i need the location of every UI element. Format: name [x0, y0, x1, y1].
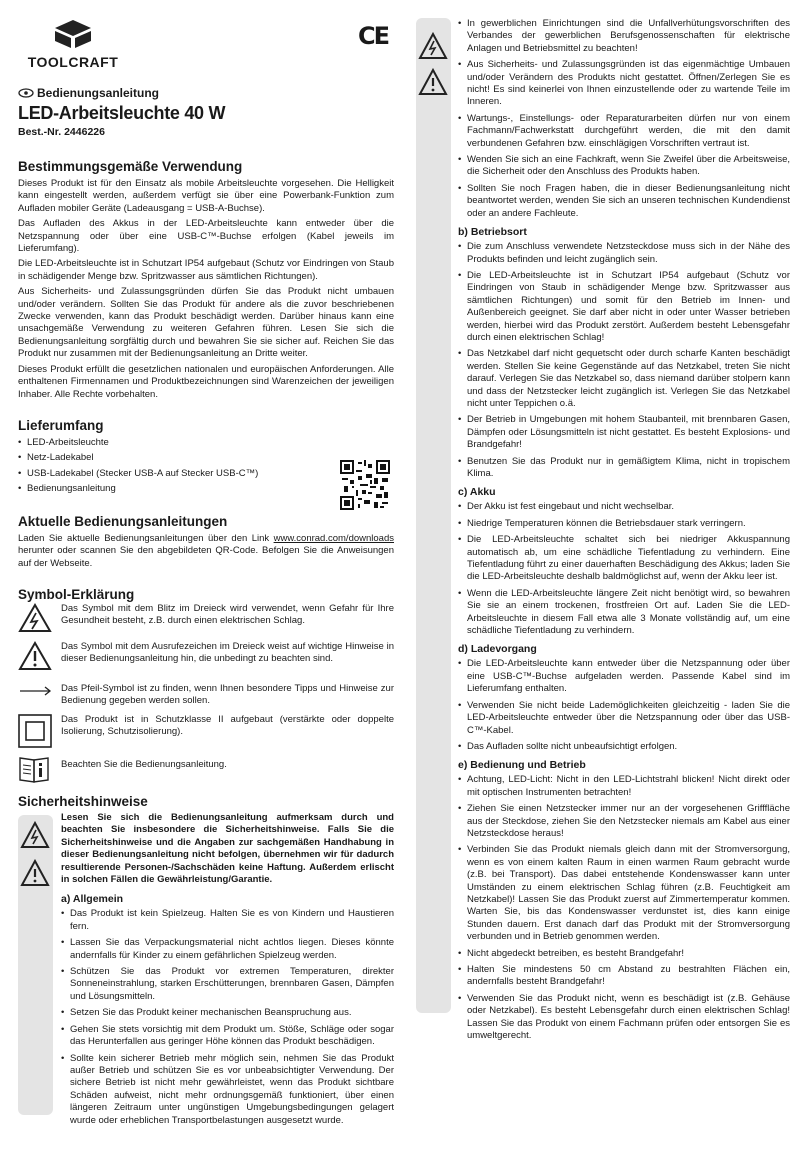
- doc-type-label: Bedienungsanleitung: [37, 86, 160, 100]
- list-item: • Wenden Sie sich an eine Fachkraft, wenn Sie Zweifel über die Arbeitsweise, die Sicherheit oder den Anschluss des Produkts haben.: [458, 154, 790, 179]
- list-item: • Verwenden Sie nicht beide Lademöglichkeiten gleichzeitig - laden Sie die LED-Arbeitsleuchte entweder über die Netzspannung oder über das USB-C™-Kabel.: [458, 700, 790, 737]
- eye-icon: [18, 88, 34, 98]
- intended-use-section: [18, 159, 394, 401]
- list-item: • Das Produkt ist kein Spielzeug. Halten Sie es von Kindern und Haustieren fern.: [61, 908, 394, 933]
- list-item: • Aus Sicherheits- und Zulassungsgründen ist das eigenmächtige Umbauen und/oder Verändern des Produkts nicht gestattet. Öffnen/Zerlegen Sie es nicht! Es sind keinerlei von Ihnen einzustellende oder zu wartende Teile im Inneren.: [458, 59, 790, 109]
- list-item: • Sollte kein sicherer Betrieb mehr möglich sein, nehmen Sie das Produkt außer Betrieb und schützen Sie es vor unbeabsichtigter Verwendung. Der sichere Betrieb ist nicht mehr gewährleistet, wenn das Produkt sichtbare Schäden aufweist, nicht mehr ordnungsgemäß funktioniert, über einen längeren Zeitraum unter ungünstigen Umgebungsbedingungen gelagert wurde oder erheblichen Transportbelastungen ausgesetzt wurde.: [61, 1053, 394, 1127]
- qr-code[interactable]: [340, 460, 390, 510]
- downloads-link[interactable]: www.conrad.com/downloads: [273, 533, 394, 544]
- list-item: • Die zum Anschluss verwendete Netzsteckdose muss sich in der Nähe des Produkts befinden und leicht zugänglich sein.: [458, 241, 790, 266]
- arrow-icon: [18, 683, 52, 713]
- list-item: • Der Akku ist fest eingebaut und nicht wechselbar.: [458, 501, 790, 513]
- toolcraft-logo: [18, 18, 128, 72]
- symbol-row: [18, 641, 394, 675]
- list-item: • Die LED-Arbeitsleuchte schaltet sich bei niedriger Akkuspannung automatisch ab, um eine schädliche Tiefentladung zu verhindern. Eine Tiefentladung führt zu einer dauerhaften Beschädigung des Akkus; laden Sie die LED-Arbeitsleuchte deshalb baldmöglichst auf, wenn der Akku leer ist.: [458, 534, 790, 584]
- section-d-list: [458, 658, 790, 753]
- intended-use-heading: Bestimmungsgemäße Verwendung: [18, 159, 243, 174]
- list-item: • Netz-Ladekabel: [18, 452, 394, 464]
- safety-intro: Lesen Sie sich die Bedienungsanleitung aufmerksam durch und beachten Sie insbesondere die Sicherheitshinweise. Falls Sie die Sicherheitshinweise und die Angaben zur sachgemäßen Handhabung in dieser Bedienungsanleitung nicht befolgen, übernehmen wir für dadurch resultierende Personen-/Sachschäden keine Haftung. Außerdem erlischt in solchen Fällen die Gewährleistung/Garantie.: [61, 812, 394, 886]
- list-item: • Ziehen Sie einen Netzstecker immer nur an der vorgesehenen Grifffläche aus der Steckdose, ziehen Sie den Netzstecker niemals am Kabel aus einer Netzsteckdose heraus!: [458, 803, 790, 840]
- current-manuals-section: [18, 514, 394, 570]
- exclamation-triangle-icon: [18, 641, 52, 671]
- section-d-heading: d) Ladevorgang: [458, 643, 537, 656]
- list-item: • Halten Sie mindestens 50 cm Abstand zu bestrahlten Flächen ein, andernfalls besteht Brandgefahr!: [458, 964, 790, 989]
- list-item: • Gehen Sie stets vorsichtig mit dem Produkt um. Stöße, Schläge oder sogar das Herunterfallen aus geringer Höhe können das Produkt beschädigen.: [61, 1024, 394, 1049]
- current-manuals-heading: Aktuelle Bedienungsanleitungen: [18, 514, 228, 529]
- current-manuals-text-before: Laden Sie aktuelle Bedienungsanleitungen über den Link: [18, 533, 274, 544]
- list-item: • Nicht abgedeckt betreiben, es besteht Brandgefahr!: [458, 948, 790, 960]
- list-item: • USB-Ladekabel (Stecker USB-A auf Stecker USB-C™): [18, 468, 394, 480]
- safety-sidebar-left: [18, 815, 53, 1115]
- intended-use-paragraph: Das Aufladen des Akkus in der LED-Arbeitsleuchte kann entweder über die Netzspannung oder über eine USB-C™-Buchse erfolgen (Kabel jeweils im Lieferumfang).: [18, 218, 394, 255]
- safety-heading: Sicherheitshinweise: [18, 794, 148, 809]
- current-manuals-text: [18, 533, 394, 570]
- exclamation-triangle-icon: [20, 859, 50, 887]
- safety-content-left: [61, 812, 394, 1127]
- section-a-list-continued: [458, 18, 790, 220]
- symbol-text: Das Pfeil-Symbol ist zu finden, wenn Ihnen besondere Tipps und Hinweise zur Bedienung gegeben werden sollen.: [61, 683, 394, 707]
- read-manual-icon: [18, 754, 52, 784]
- list-item: • Der Betrieb in Umgebungen mit hohem Staubanteil, mit brennbaren Gasen, Dämpfen oder Lösungsmitteln ist nicht gestattet. Es besteht Explosions- und Brandgefahr!: [458, 414, 790, 451]
- symbol-text: Das Produkt ist in Schutzklasse II aufgebaut (verstärkte oder doppelte Isolierung, Schutzisolierung).: [61, 714, 394, 738]
- list-item: • Wenn die LED-Arbeitsleuchte längere Zeit nicht benötigt wird, so bewahren Sie sie an einem trockenen, frostfreien Ort auf. Laden Sie die LED-Arbeitsleuchte in diesem Fall etwa alle 3 Monate vollständig auf, um eine schädliche Tiefentladung zu verhindern.: [458, 588, 790, 638]
- lightning-triangle-icon: [20, 821, 50, 849]
- section-a-list: [61, 908, 394, 1127]
- list-item: • Sollten Sie noch Fragen haben, die in dieser Bedienungsanleitung nicht beantwortet werden, wenden Sie sich an unseren technischen Kundendienst oder an andere Fachleute.: [458, 183, 790, 220]
- list-item: • Das Netzkabel darf nicht gequetscht oder durch scharfe Kanten beschädigt werden. Stellen Sie keine Gegenstände auf das Netzkabel, treten Sie nicht darauf. Verlegen Sie das Netzkabel so, dass niemand darüber stolpern kann und dass der Netzstecker leicht zugänglich ist. Verlegen Sie das Netzkabel nicht unter Teppichen o.ä.: [458, 348, 790, 410]
- section-c-list: [458, 501, 790, 637]
- section-a-heading: a) Allgemein: [61, 893, 124, 906]
- section-b-list: [458, 241, 790, 480]
- scope-list: [18, 437, 394, 496]
- section-e-list: [458, 774, 790, 1042]
- list-item: • Verwenden Sie das Produkt nicht, wenn es beschädigt ist (z.B. Gehäuse oder Netzkabel). Es besteht Lebensgefahr durch einen elektrischen Schlag! Lassen Sie das Produkt von einem Fachmann prüfen oder entsorgen Sie es umweltgerecht.: [458, 993, 790, 1043]
- list-item: • Lassen Sie das Verpackungsmaterial nicht achtlos liegen. Dieses könnte andernfalls für Kinder zu einem gefährlichen Spielzeug werden.: [61, 937, 394, 962]
- safety-content-right: [458, 18, 790, 1042]
- section-c-heading: c) Akku: [458, 486, 496, 499]
- toolcraft-logo-icon: [51, 18, 95, 50]
- brand-name: TOOLCRAFT: [27, 54, 119, 70]
- doc-type: [18, 86, 394, 100]
- page-title: LED-Arbeitsleuchte 40 W: [18, 103, 226, 123]
- intended-use-paragraph: Die LED-Arbeitsleuchte ist in Schutzart IP54 aufgebaut (Schutz vor Eindringen von Staub in schädigender Menge bzw. Spritzwasser aus sämtlichen Richtungen).: [18, 258, 394, 282]
- section-b-heading: b) Betriebsort: [458, 226, 527, 239]
- order-number: Best.-Nr. 2446226: [18, 126, 105, 138]
- symbol-text: Das Symbol mit dem Ausrufezeichen im Dreieck weist auf wichtige Hinweise in dieser Bedienungsanleitung hin, die unbedingt zu beachten sind.: [61, 641, 394, 665]
- safety-sidebar-right: [416, 18, 451, 1013]
- intended-use-paragraph: Dieses Produkt erfüllt die gesetzlichen nationalen und europäischen Anforderungen. Alle enthaltenen Firmennamen und Produktbezeichnungen sind Warenzeichen der jeweiligen Inhaber. Alle Rechte vorbehalten.: [18, 363, 394, 400]
- intended-use-paragraph: Dieses Produkt ist für den Einsatz als mobile Arbeitsleuchte vorgesehen. Die Helligkeit kann eingestellt werden, außerdem verfügt sie über eine Powerbank-Funktion zum Aufladen mobiler Geräte (Ladeausgang = USB-A-Buchse).: [18, 178, 394, 214]
- scope-heading: Lieferumfang: [18, 418, 104, 433]
- symbol-row: [18, 683, 394, 711]
- safety-heading-block: [18, 794, 394, 809]
- protection-class-ii-icon: [18, 714, 52, 748]
- current-manuals-text-after: herunter oder scannen Sie den abgebildeten QR-Code. Befolgen Sie die Anweisungen auf der Webseite.: [18, 545, 394, 569]
- list-item: • Achtung, LED-Licht: Nicht in den LED-Lichtstrahl blicken! Nicht direkt oder mit optischen Instrumenten betrachten!: [458, 774, 790, 799]
- list-item: • Setzen Sie das Produkt keiner mechanischen Beanspruchung aus.: [61, 1007, 394, 1019]
- list-item: • Die LED-Arbeitsleuchte kann entweder über die Netzspannung oder über eine USB-C™-Buchse aufgeladen werden. Passende Kabel sind im Lieferumfang enthalten.: [458, 658, 790, 695]
- list-item: • Bedienungsanleitung: [18, 483, 394, 495]
- header-block: [18, 86, 394, 138]
- exclamation-triangle-icon: [418, 68, 448, 96]
- list-item: • In gewerblichen Einrichtungen sind die Unfallverhütungsvorschriften des Verbandes der gewerblichen Berufsgenossenschaften für elektrische Anlagen und Betriebsmittel zu beachten!: [458, 18, 790, 55]
- list-item: • Das Aufladen sollte nicht unbeaufsichtigt erfolgen.: [458, 741, 790, 753]
- list-item: • Niedrige Temperaturen können die Betriebsdauer stark verringern.: [458, 518, 790, 530]
- lightning-triangle-icon: [18, 603, 52, 633]
- section-e-heading: e) Bedienung und Betrieb: [458, 759, 586, 772]
- list-item: • Benutzen Sie das Produkt nur in gemäßigtem Klima, nicht in tropischem Klima.: [458, 456, 790, 481]
- symbol-row: [18, 714, 394, 748]
- list-item: • Wartungs-, Einstellungs- oder Reparaturarbeiten dürfen nur von einem Fachmann/Fachwerkstatt durchgeführt werden, die mit den damit verbundenen Gefahren bzw. einschlägigen Vorschriften vertraut ist.: [458, 113, 790, 150]
- symbol-text: Beachten Sie die Bedienungsanleitung.: [61, 759, 227, 770]
- symbols-heading: Symbol-Erklärung: [18, 587, 135, 602]
- list-item: • Die LED-Arbeitsleuchte ist in Schutzart IP54 aufgebaut (Schutz vor Eindringen von Staub in schädigender Menge bzw. Spritzwasser aus sämtlichen Richtungen) und somit für den Betrieb im Innen- und Außenbereich geeignet. Sie darf aber nicht in oder unter Wasser betrieben werden, hierbei wird das Produkt zerstört. Außerdem besteht Lebensgefahr durch einen elektrischen Schlag!: [458, 270, 790, 344]
- symbols-heading-block: [18, 587, 394, 602]
- symbol-row: [18, 603, 394, 637]
- list-item: • Verbinden Sie das Produkt niemals gleich dann mit der Stromversorgung, wenn es von einem kalten Raum in einen warmen Raum gebracht wurde (z.B. bei Transport). Das dabei entstehende Kondenswasser kann unter Umständen zu einem elektrischen Schlag führen (z.B. Feuchtigkeit am Netzkabel)! Lassen Sie das Produkt zuerst auf Zimmertemperatur kommen. Warten Sie, bis das Kondenswasser verdunstet ist, dies kann einige Stunden dauern. Erst danach darf das Produkt mit der Stromversorgung verbunden und in Betrieb genommen werden.: [458, 844, 790, 943]
- list-item: • LED-Arbeitsleuchte: [18, 437, 394, 449]
- symbol-row: [18, 754, 394, 784]
- scope-section: [18, 418, 394, 496]
- symbol-text: Das Symbol mit dem Blitz im Dreieck wird verwendet, wenn Gefahr für Ihre Gesundheit besteht, z.B. durch einen elektrischen Schlag.: [61, 603, 394, 627]
- intended-use-paragraph: Aus Sicherheits- und Zulassungsgründen dürfen Sie das Produkt nicht umbauen und/oder verändern. Sollten Sie das Produkt für andere als die zuvor beschriebenen Zwecke verwenden, kann das Produkt beschädigt werden. Darüber hinaus kann eine unsachgemäße Verwendung zu weiteren Gefahren führen. Lesen Sie sich die Bedienungsanleitung sorgfältig durch und bewahren Sie sie sicher auf. Reichen Sie das Produkt nur zusammen mit der Bedienungsanleitung an Dritte weiter.: [18, 286, 394, 360]
- ce-mark: CE: [358, 22, 389, 50]
- lightning-triangle-icon: [418, 32, 448, 60]
- list-item: • Schützen Sie das Produkt vor extremen Temperaturen, direkter Sonneneinstrahlung, starken Erschütterungen, brennbaren Gasen, Dämpfen und Lösungsmitteln.: [61, 966, 394, 1003]
